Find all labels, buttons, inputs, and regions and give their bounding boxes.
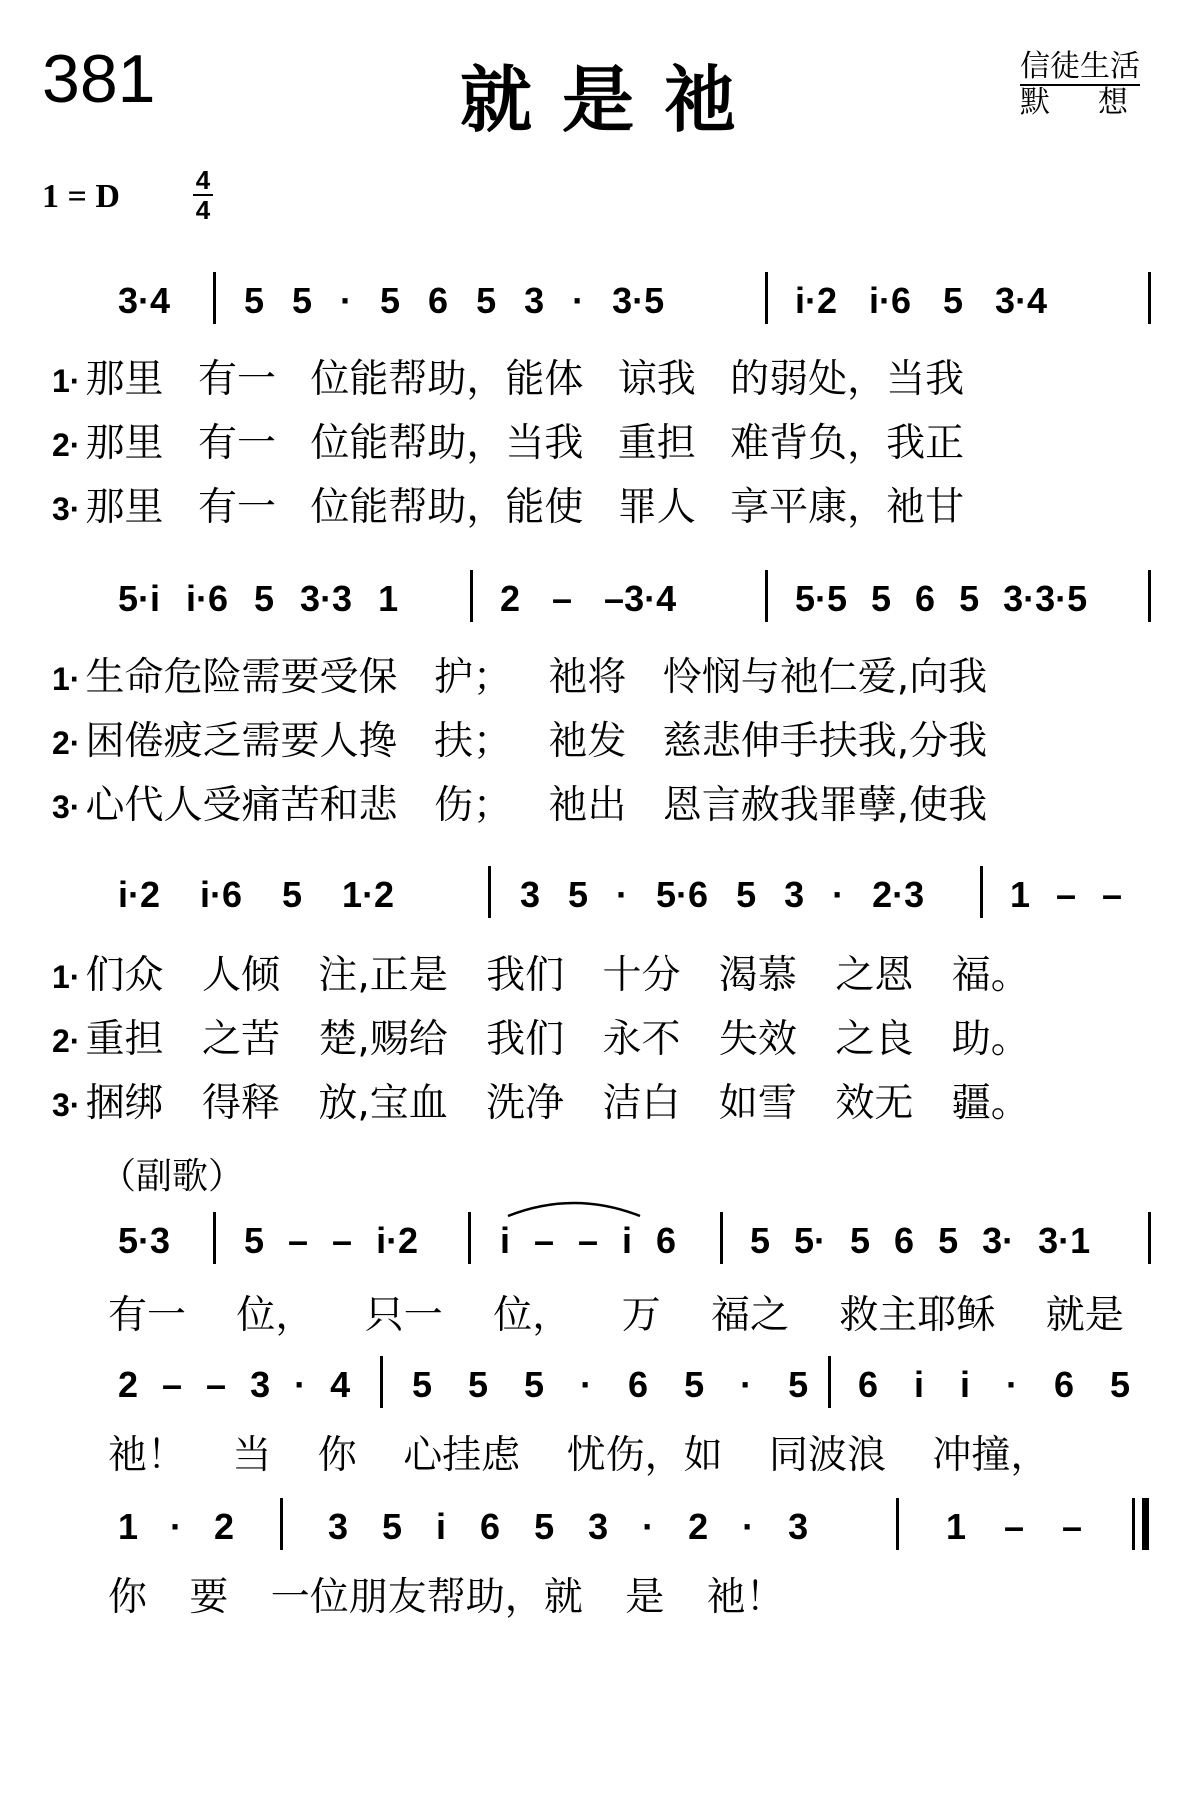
measure-pickup: 3·4 bbox=[118, 280, 171, 321]
barline bbox=[213, 1212, 216, 1264]
chorus-measure-2: 5 – – i·2 bbox=[244, 1220, 419, 1261]
final-barline-thin bbox=[1132, 1498, 1135, 1550]
source-credit: 信徒生活 bbox=[1020, 49, 1140, 84]
measure-4: 2 – –3·4 bbox=[500, 578, 677, 619]
verse-lyric: 捆绑 得释 放,宝血 洗净 洁白 如雪 效无 疆。 bbox=[85, 1081, 1030, 1126]
chorus-measure-9: 3 5 i 6 5 3 · 2 · 3 bbox=[328, 1506, 809, 1547]
barline bbox=[765, 272, 768, 324]
barline bbox=[896, 1498, 899, 1550]
chorus-measure-3: i – – i 6 bbox=[500, 1220, 677, 1261]
verse-number: 2· bbox=[52, 1023, 81, 1059]
chorus-measure-6: 5 5 5 · 6 5 · 5 bbox=[412, 1364, 809, 1405]
barline bbox=[470, 570, 473, 622]
verse-2-row bbox=[52, 710, 987, 766]
measure-2: i·2 i·6 5 3·4 bbox=[795, 280, 1048, 321]
verse-lyric: 那里 有一 位能帮助，能体 谅我 的弱处，当我 bbox=[85, 357, 965, 402]
verse-3-row bbox=[52, 774, 987, 830]
verse-3-row bbox=[52, 476, 964, 532]
time-sig-top: 4 bbox=[195, 165, 211, 195]
verse-lyric: 们众 人倾 注,正是 我们 十分 渴慕 之恩 福。 bbox=[85, 953, 1030, 998]
final-barline-thick bbox=[1142, 1498, 1149, 1550]
verse-number: 3· bbox=[52, 789, 81, 825]
verse-number: 3· bbox=[52, 491, 81, 527]
credits bbox=[1020, 50, 1176, 120]
verse-number: 2· bbox=[52, 427, 81, 463]
verse-lyric: 生命危险需要受保 护； 祂将 怜悯与祂仁爱,向我 bbox=[85, 655, 988, 700]
barline bbox=[828, 1356, 831, 1408]
tie-arc bbox=[504, 1196, 644, 1220]
barline bbox=[213, 272, 216, 324]
hymn-number: 381 bbox=[42, 41, 156, 117]
measure-1: 5 5 · 5 6 5 3 · 3·5 bbox=[244, 280, 665, 321]
barline bbox=[1148, 570, 1151, 622]
measure-3: 5·i i·6 5 3·3 1 bbox=[118, 578, 399, 619]
measure-6: i·2 i·6 5 1·2 bbox=[118, 874, 395, 915]
chorus-measure-8: 1 · 2 bbox=[118, 1506, 235, 1547]
verse-1-row bbox=[52, 944, 1030, 1000]
verse-lyric: 那里 有一 位能帮助，当我 重担 难背负，我正 bbox=[85, 421, 965, 466]
chorus-lyric: 祂！ 当 你 心挂虑 忧伤，如 同波浪 冲撞， bbox=[108, 1433, 1050, 1478]
measure-5: 5·5 5 6 5 3·3·5 bbox=[795, 578, 1088, 619]
barline bbox=[720, 1212, 723, 1264]
barline bbox=[280, 1498, 283, 1550]
verse-number: 2· bbox=[52, 725, 81, 761]
verse-lyric: 心代人受痛苦和悲 伤； 祂出 恩言赦我罪孽,使我 bbox=[85, 783, 988, 828]
chorus-measure-1: 5·3 bbox=[118, 1220, 171, 1261]
verse-lyric: 困倦疲乏需要人搀 扶； 祂发 慈悲伸手扶我,分我 bbox=[85, 719, 988, 764]
barline bbox=[488, 866, 491, 918]
measure-8: 1 – – bbox=[1010, 874, 1123, 915]
verse-2-row bbox=[52, 1008, 1030, 1064]
chorus-measure-5: 2 – – 3 · 4 bbox=[118, 1364, 351, 1405]
verse-2-row bbox=[52, 412, 964, 468]
hymn-title: 就是祂 bbox=[460, 58, 767, 142]
verse-number: 1· bbox=[52, 363, 81, 399]
barline bbox=[980, 866, 983, 918]
verse-1-row bbox=[52, 348, 964, 404]
verse-number: 1· bbox=[52, 661, 81, 697]
key-signature: 1 = D bbox=[42, 178, 120, 215]
verse-3-row bbox=[52, 1072, 1030, 1128]
verse-number: 3· bbox=[52, 1087, 81, 1123]
barline bbox=[1148, 272, 1151, 324]
barline bbox=[765, 570, 768, 622]
verse-1-row bbox=[52, 646, 987, 702]
author-credit: 默想 bbox=[1020, 85, 1176, 120]
barline bbox=[380, 1356, 383, 1408]
barline bbox=[1148, 1212, 1151, 1264]
chorus-lyric: 有一 位， 只一 位， 万 福之 救主耶稣 就是 bbox=[108, 1293, 1124, 1338]
measure-7: 3 5 · 5·6 5 3 · 2·3 bbox=[520, 874, 925, 915]
time-sig-bottom: 4 bbox=[193, 194, 213, 224]
chorus-measure-4: 5 5· 5 6 5 3· 3·1 bbox=[750, 1220, 1091, 1261]
chorus-lyric: 你 要 一位朋友帮助，就 是 祂！ bbox=[108, 1575, 785, 1620]
verse-lyric: 那里 有一 位能帮助，能使 罪人 享平康，祂甘 bbox=[85, 485, 965, 530]
verse-number: 1· bbox=[52, 959, 81, 995]
barline bbox=[468, 1212, 471, 1264]
time-signature bbox=[193, 166, 213, 224]
chorus-measure-10: 1 – – bbox=[946, 1506, 1083, 1547]
chorus-measure-7: 6 i i · 6 5 bbox=[858, 1364, 1131, 1405]
chorus-label: （副歌） bbox=[100, 1156, 245, 1197]
verse-lyric: 重担 之苦 楚,赐给 我们 永不 失效 之良 助。 bbox=[85, 1017, 1030, 1062]
